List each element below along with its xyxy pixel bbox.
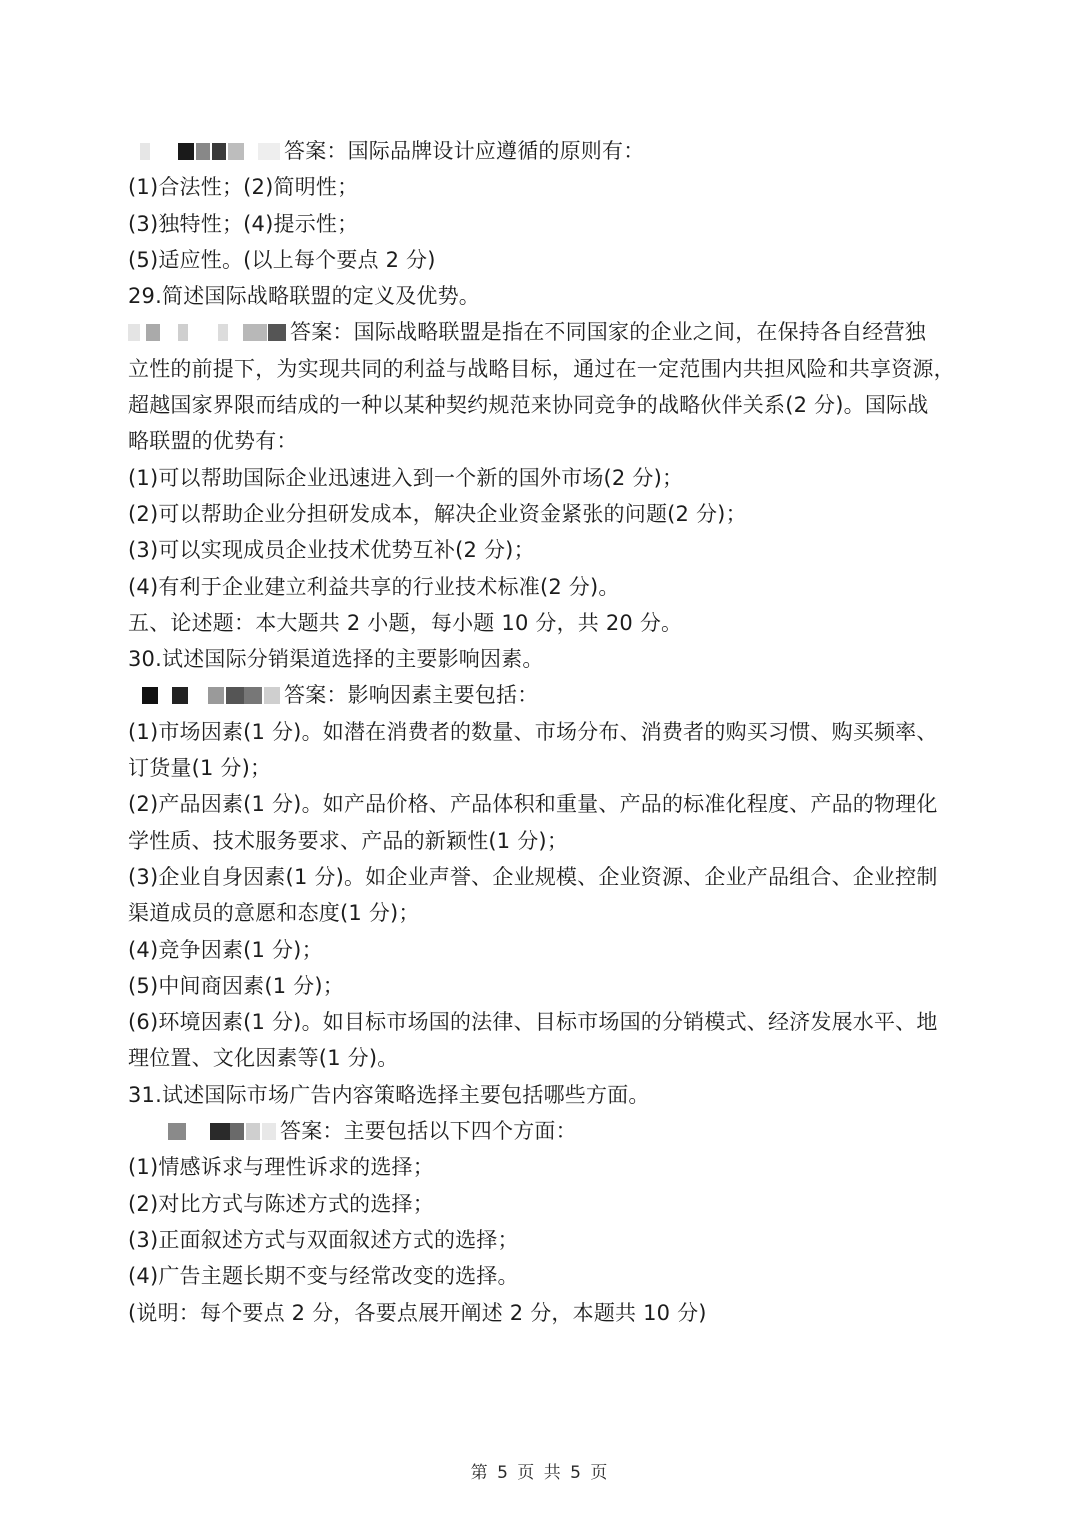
text-line [128,206,958,242]
text-line [128,786,958,822]
text-line [128,859,958,895]
answer-line [128,677,958,713]
page-footer: 第 5 页 共 5 页 [470,1463,610,1483]
text-line [128,169,958,205]
line-text: (1)可以帮助国际企业迅速进入到一个新的国外市场(2 分)； [128,465,684,490]
text-line [128,1004,958,1040]
text-line [128,968,958,1004]
text-line [128,387,958,423]
text-line [128,1222,958,1258]
line-text: 答案：影响因素主要包括： [284,683,539,708]
line-text: 立性的前提下，为实现共同的利益与战略目标，通过在一定范围内共担风险和共享资源， [128,356,955,381]
text-line [128,460,958,496]
line-text: (3)独特性；(4)提示性； [128,211,359,236]
text-line [128,569,958,605]
line-text: 答案：国际品牌设计应遵循的原则有： [284,139,645,163]
line-text: (1)合法性；(2)简明性； [128,175,359,200]
text-line [128,932,958,968]
line-text: (1)情感诉求与理性诉求的选择； [128,1155,434,1180]
text-line [128,1186,958,1222]
document-body [128,133,958,1331]
text-line [128,750,958,786]
redaction-mosaic [128,322,288,344]
text-line [128,532,958,568]
line-text: 30.试述国际分销渠道选择的主要影响因素。 [128,647,544,672]
answer-line [128,133,958,169]
line-text: 超越国家界限而结成的一种以某种契约规范来协同竞争的战略伙伴关系(2 分)。国际战 [128,393,929,418]
answer-line [128,1113,958,1149]
redaction-mosaic [128,685,282,707]
line-text: (5)适应性。(以上每个要点 2 分) [128,247,436,272]
line-text: 五、论述题：本大题共 2 小题，每小题 10 分，共 20 分。 [128,610,683,635]
line-text: (4)有利于企业建立利益共享的行业技术标准(2 分)。 [128,574,620,599]
line-text: 29.简述国际战略联盟的定义及优势。 [128,284,480,309]
line-text: 理位置、文化因素等(1 分)。 [128,1046,399,1071]
line-text: (3)企业自身因素(1 分)。如企业声誉、企业规模、企业资源、企业产品组合、企业控制 [128,864,938,889]
text-line [128,1077,958,1113]
line-text: (说明：每个要点 2 分，各要点展开阐述 2 分，本题共 10 分) [128,1300,707,1325]
line-text: 答案：国际战略联盟是指在不同国家的企业之间，在保持各自经营独 [290,320,926,345]
line-text: (2)可以帮助企业分担研发成本，解决企业资金紧张的问题(2 分)； [128,501,747,526]
answer-line [128,314,958,350]
redaction-mosaic [128,141,282,163]
text-line [128,496,958,532]
line-text: 订货量(1 分)； [128,756,272,781]
text-line [128,605,958,641]
text-line [128,1149,958,1185]
text-line [128,1295,958,1331]
text-line [128,351,958,387]
line-text: (3)正面叙述方式与双面叙述方式的选择； [128,1227,519,1252]
line-text: 31.试述国际市场广告内容策略选择主要包括哪些方面。 [128,1082,650,1107]
text-line [128,641,958,677]
line-text: (4)广告主题长期不变与经常改变的选择。 [128,1264,519,1289]
line-text: (1)市场因素(1 分)。如潜在消费者的数量、市场分布、消费者的购买习惯、购买频率、 [128,719,938,744]
text-line [128,1040,958,1076]
line-text: (4)竞争因素(1 分)； [128,937,323,962]
line-text: 略联盟的优势有： [128,429,298,454]
line-text: 学性质、技术服务要求、产品的新颖性(1 分)； [128,828,569,853]
text-line [128,423,958,459]
redaction-mosaic [128,1121,278,1143]
line-text: (2)产品因素(1 分)。如产品价格、产品体积和重量、产品的标准化程度、产品的物理化 [128,792,938,817]
text-line [128,1258,958,1294]
line-text: (5)中间商因素(1 分)； [128,973,344,998]
line-text: 答案：主要包括以下四个方面： [280,1119,577,1144]
text-line [128,714,958,750]
text-line [128,823,958,859]
line-text: (3)可以实现成员企业技术优势互补(2 分)； [128,538,535,563]
text-line [128,895,958,931]
line-text: 渠道成员的意愿和态度(1 分)； [128,901,420,926]
text-line [128,242,958,278]
text-line [128,278,958,314]
line-text: (2)对比方式与陈述方式的选择； [128,1191,434,1216]
line-text: (6)环境因素(1 分)。如目标市场国的法律、目标市场国的分销模式、经济发展水平、地 [128,1010,938,1035]
